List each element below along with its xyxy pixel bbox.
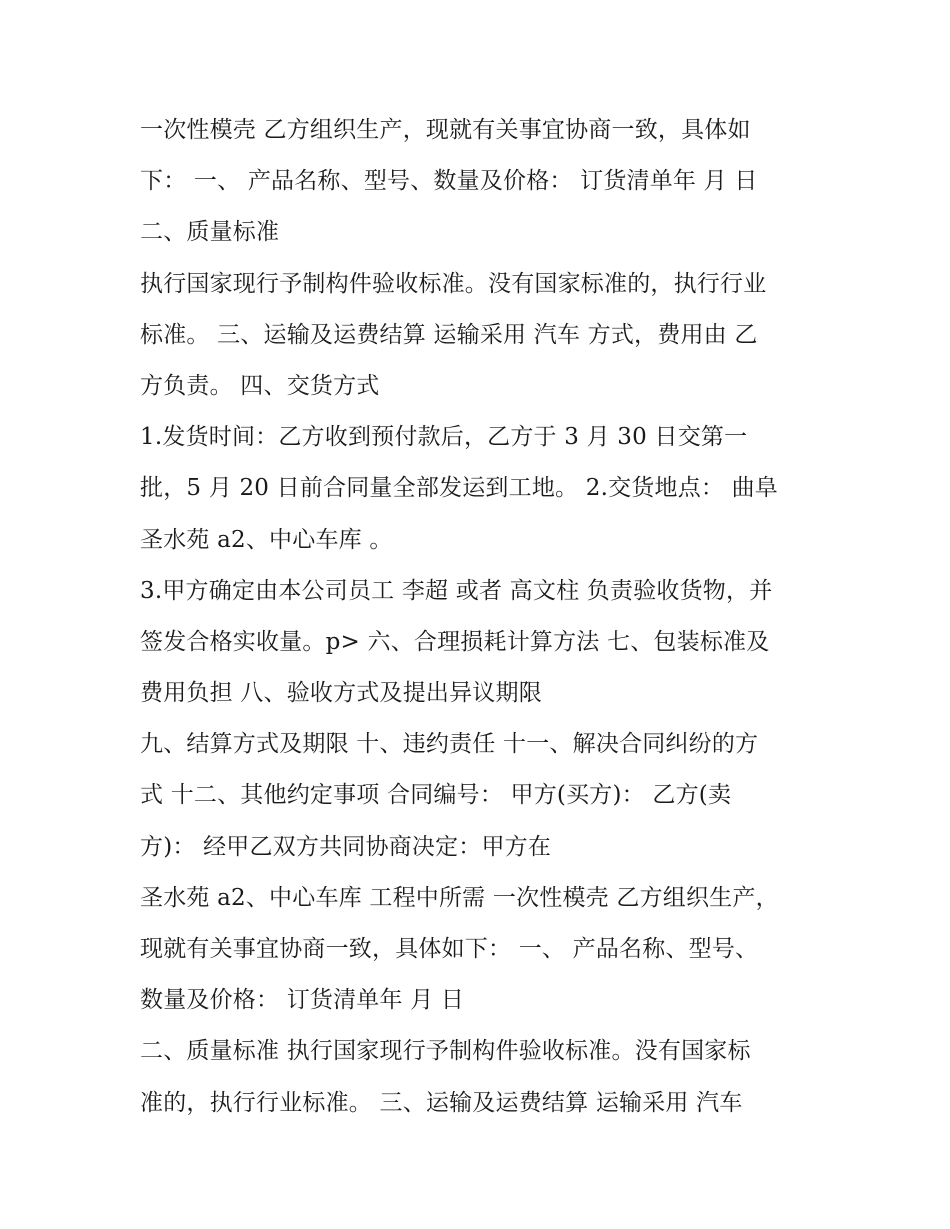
text-line: 执行国家现行予制构件验收标准。没有国家标准的，执行行业 <box>140 270 767 297</box>
text-line: 3.甲方确定由本公司员工 李超 或者 高文柱 负责验收货物，并 <box>140 577 773 604</box>
text-line: 费用负担 八、验收方式及提出异议期限 <box>140 680 542 707</box>
text-line: 二、质量标准 <box>140 219 280 246</box>
text-line: 圣水苑 a2、中心车库 工程中所需 一次性模壳 乙方组织生产， <box>140 884 779 911</box>
text-line: 圣水苑 a2、中心车库 。 <box>140 526 393 553</box>
text-line: 准的，执行行业标准。 三、运输及运费结算 运输采用 汽车 <box>140 1089 743 1116</box>
text-line: 式 十二、其他约定事项 合同编号： 甲方(买方)： 乙方(卖 <box>140 782 732 809</box>
text-line: 现就有关事宜协商一致，具体如下： 一、 产品名称、型号、 <box>140 936 759 962</box>
text-line: 九、结算方式及期限 十、违约责任 十一、解决合同纠纷的方 <box>140 731 759 758</box>
text-line: 一次性模壳 乙方组织生产，现就有关事宜协商一致，具体如 <box>140 117 751 143</box>
document-body <box>140 105 830 1129</box>
text-line: 下： 一、 产品名称、型号、数量及价格： 订货清单年 月 日 <box>140 168 758 195</box>
text-line: 方负责。 四、交货方式 <box>140 372 380 399</box>
text-line: 二、质量标准 执行国家现行予制构件验收标准。没有国家标 <box>140 1038 751 1065</box>
text-line: 批，5 月 20 日前合同量全部发运到工地。 2.交货地点： 曲阜 <box>140 475 778 502</box>
text-line: 签发合格实收量。p> 六、合理损耗计算方法 七、包装标准及 <box>140 628 770 655</box>
text-line: 方)： 经甲乙双方共同协商决定：甲方在 <box>140 833 552 860</box>
text-line: 标准。 三、运输及运费结算 运输采用 汽车 方式，费用由 乙 <box>140 321 758 348</box>
text-line: 数量及价格： 订货清单年 月 日 <box>140 987 465 1014</box>
text-line: 1.发货时间：乙方收到预付款后，乙方于 3 月 30 日交第一 <box>140 424 748 451</box>
